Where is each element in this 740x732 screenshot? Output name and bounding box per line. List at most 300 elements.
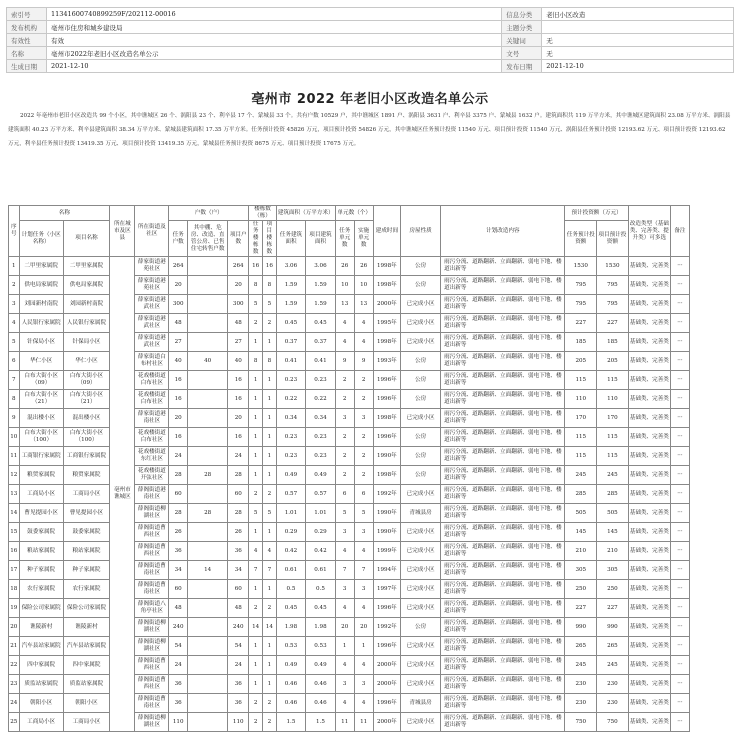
table-cell: 14 [188, 561, 228, 580]
table-cell: 300 [169, 295, 188, 314]
table-cell: 227 [565, 314, 597, 333]
table-cell: 1996年 [373, 390, 400, 409]
table-cell: 0.57 [276, 485, 306, 504]
table-cell: 110 [228, 713, 249, 732]
table-cell: 2 [335, 371, 354, 390]
table-cell: 已完成小区 [401, 580, 441, 599]
table-cell [188, 447, 228, 466]
table-cell: 795 [597, 276, 629, 295]
table-cell: 26 [169, 523, 188, 542]
table-cell: 20 [354, 618, 373, 637]
meta-row [7, 60, 734, 73]
table-cell: 227 [597, 314, 629, 333]
table-cell: 1993年 [373, 352, 400, 371]
table-cell: 0.23 [306, 447, 336, 466]
table-cell: 白布大街小区（09） [19, 371, 63, 390]
table-cell: 薛阁街道港南社区 [135, 485, 169, 504]
table-cell: 2 [335, 447, 354, 466]
table-cell: ··· [670, 276, 689, 295]
table-cell: 60 [228, 485, 249, 504]
table-cell: 145 [597, 523, 629, 542]
table-cell: 供电局家属院 [63, 276, 109, 295]
table-cell: 227 [565, 599, 597, 618]
table-cell: 4 [335, 314, 354, 333]
meta-value: 2021-12-10 [46, 60, 501, 73]
table-cell: 4 [354, 542, 373, 561]
table-cell: ··· [670, 637, 689, 656]
table-cell: ··· [670, 257, 689, 276]
table-cell: 0.23 [276, 371, 306, 390]
table-cell: 4 [249, 542, 263, 561]
table-cell: 0.46 [306, 675, 336, 694]
table-cell: 5 [262, 295, 276, 314]
table-cell: 1 [262, 333, 276, 352]
table-cell: 雨污分流、道路翻新、立面翻新、弱电下地、楼道出新等 [441, 390, 565, 409]
col-inv-project: 项目预计投资额 [597, 221, 629, 257]
table-cell: 11 [354, 713, 373, 732]
col-hh-extra: 其中棚、危房、改造、直管公房、已售住宅转售户数 [188, 221, 228, 257]
table-cell: 1.5 [276, 713, 306, 732]
table-cell: 1 [262, 656, 276, 675]
table-cell: 13 [335, 295, 354, 314]
table-cell: ··· [670, 371, 689, 390]
table-cell: 2 [262, 485, 276, 504]
table-cell: 145 [565, 523, 597, 542]
table-cell: 264 [169, 257, 188, 276]
col-households-group: 户数（户） [169, 206, 249, 221]
table-cell: 基础类、完善类 [628, 485, 670, 504]
table-cell: 28 [228, 466, 249, 485]
meta-value: 亳州市住房和城乡建设局 [46, 21, 501, 34]
table-cell: 4 [335, 599, 354, 618]
table-cell: ··· [670, 447, 689, 466]
table-cell: 2 [335, 466, 354, 485]
table-cell: 2 [249, 314, 263, 333]
table-cell: 1 [249, 656, 263, 675]
table-cell: 4 [335, 333, 354, 352]
table-cell: 1.01 [276, 504, 306, 523]
table-cell: 0.49 [306, 466, 336, 485]
table-cell: 基础类、完善类 [628, 580, 670, 599]
table-cell: 基础类、完善类 [628, 295, 670, 314]
meta-row [7, 8, 734, 21]
table-cell: 公房 [401, 371, 441, 390]
table-cell: 1 [335, 637, 354, 656]
table-cell: 54 [228, 637, 249, 656]
table-cell: 3.06 [306, 257, 336, 276]
table-cell: 3 [354, 675, 373, 694]
table-cell: 990 [565, 618, 597, 637]
col-district: 所在城市及区县 [110, 206, 135, 257]
table-cell: 4 [354, 694, 373, 713]
table-cell: 48 [228, 599, 249, 618]
table-cell: 0.5 [306, 580, 336, 599]
table-cell: 3 [354, 580, 373, 599]
table-cell: 公房 [401, 618, 441, 637]
table-cell: 雨污分流、道路翻新、立面翻新、弱电下地、楼道出新等 [441, 428, 565, 447]
table-cell: 基础类、完善类 [628, 314, 670, 333]
table-cell: 227 [597, 599, 629, 618]
table-cell: 0.41 [306, 352, 336, 371]
table-row [9, 257, 690, 276]
intro-paragraph: 2022 年亳州市老旧小区改造共 99 个小区，其中谯城区 26 个、涡阳县 23 个、利辛县 17 个、蒙城县 33 个。共有户数 10529 户，其中谯城区 1891 户、涡阳县 3631 户、利辛县 3375 户、蒙城县 1632 户。建筑面积共 119 万平方米，其中谯城区建筑面积 23.08 万平方米、涡阳县建筑面积 40.23 万平方米、利辛县建筑面积 38.34 万平方米、蒙城县建筑面积 17.35 万平方米。任务预计投资 45826 万元，项目预计投资 54826 万元，其中谯城区任务预计投资 11540 万元、项目预计投资 11540 万元、涡阳县任务预计投资 12193.62 万元、项目预计投资 12193.62 万元，利辛县任务预计投资 13419.35 万元、项目预计投资 13419.35 万元，蒙城县任务预计投资 8675 万元、项目预计投资 17675 万元。 [8, 113, 731, 147]
table-cell: 5 [249, 504, 263, 523]
table-cell: 1 [262, 447, 276, 466]
table-cell: 2000年 [373, 675, 400, 694]
meta-key: 信息分类 [502, 8, 542, 21]
table-cell: 750 [565, 713, 597, 732]
table-cell: 34 [169, 561, 188, 580]
table-cell: 40 [169, 352, 188, 371]
table-cell: 14 [249, 618, 263, 637]
table-cell: 雨污分流、道路翻新、立面翻新、弱电下地、楼道出新等 [441, 257, 565, 276]
table-cell: 1.59 [306, 295, 336, 314]
table-cell: 2 [249, 485, 263, 504]
table-cell: 2 [354, 390, 373, 409]
table-cell: 60 [169, 485, 188, 504]
table-cell: 8 [9, 390, 20, 409]
table-cell: 工商局小区 [63, 485, 109, 504]
table-cell: 白布大街小区（21） [63, 390, 109, 409]
table-cell: 36 [228, 675, 249, 694]
table-cell: 22 [9, 656, 20, 675]
table-cell: 505 [597, 504, 629, 523]
col-content: 计划改造内容 [441, 206, 565, 257]
table-cell: 245 [597, 656, 629, 675]
table-cell: 1 [249, 523, 263, 542]
table-cell [188, 295, 228, 314]
table-cell: 雨污分流、道路翻新、立面翻新、弱电下地、楼道出新等 [441, 352, 565, 371]
table-cell: 1992年 [373, 485, 400, 504]
table-cell: 1 [249, 447, 263, 466]
table-cell: ··· [670, 295, 689, 314]
table-cell [188, 675, 228, 694]
table-cell: ··· [670, 333, 689, 352]
table-cell: 花戏楼街道白布社区 [135, 428, 169, 447]
table-cell: 粮贸家属院 [19, 466, 63, 485]
table-cell: 1530 [597, 257, 629, 276]
table-cell: 雨污分流、道路翻新、立面翻新、弱电下地、楼道出新等 [441, 523, 565, 542]
table-cell [188, 542, 228, 561]
table-cell: 花戏楼街道开弦社区 [135, 466, 169, 485]
table-cell: 0.42 [306, 542, 336, 561]
table-cell: 36 [228, 542, 249, 561]
table-cell: 205 [565, 352, 597, 371]
table-cell: 薛家街道港武社区 [135, 314, 169, 333]
table-cell: 雨污分流、道路翻新、立面翻新、弱电下地、楼道出新等 [441, 409, 565, 428]
table-cell: 0.37 [306, 333, 336, 352]
table-cell: 已完成小区 [401, 333, 441, 352]
table-cell: 1 [262, 675, 276, 694]
table-cell: 已完成小区 [401, 561, 441, 580]
table-cell: 10 [335, 276, 354, 295]
table-cell: 白布大街小区（100） [63, 428, 109, 447]
table-cell: 7 [262, 561, 276, 580]
table-cell: 公房 [401, 276, 441, 295]
col-note: 备注 [670, 206, 689, 257]
table-cell: 230 [565, 675, 597, 694]
table-cell: 115 [597, 371, 629, 390]
table-cell: ··· [670, 409, 689, 428]
meta-key: 有效性 [7, 34, 47, 47]
table-cell: 16 [169, 428, 188, 447]
table-cell: 1 [249, 390, 263, 409]
col-name-group: 名称 [19, 206, 110, 221]
table-cell: 1 [249, 409, 263, 428]
table-cell: 工商局小区 [63, 713, 109, 732]
table-cell: 汽车县站家属院 [63, 637, 109, 656]
table-cell: 1 [262, 428, 276, 447]
table-cell [188, 618, 228, 637]
table-cell: 已完成小区 [401, 409, 441, 428]
table-cell: 3 [335, 580, 354, 599]
table-cell: 薛阁街道柳湖社区 [135, 618, 169, 637]
table-cell: 6 [335, 485, 354, 504]
table-cell: 公房 [401, 447, 441, 466]
table-cell: 0.23 [306, 428, 336, 447]
table-cell: 0.34 [276, 409, 306, 428]
table-cell: 花戏楼街道白布社区 [135, 371, 169, 390]
table-cell: 0.45 [306, 314, 336, 333]
table-cell: 28 [169, 466, 188, 485]
table-cell: 115 [597, 428, 629, 447]
meta-value [542, 21, 734, 34]
col-units-task: 任务单元数 [335, 221, 354, 257]
table-cell: ··· [670, 428, 689, 447]
table-cell: 16 [228, 390, 249, 409]
table-cell: 7 [249, 561, 263, 580]
table-cell: 20 [228, 409, 249, 428]
col-task-name: 计划任务（小区名称） [19, 221, 63, 257]
table-cell: 1 [249, 333, 263, 352]
table-cell: 24 [169, 656, 188, 675]
table-cell: 基础类、完善类 [628, 466, 670, 485]
table-cell: 华仁小区 [63, 352, 109, 371]
table-cell: 薛阁街道八角亭社区 [135, 599, 169, 618]
table-cell: 7 [335, 561, 354, 580]
table-cell: 170 [565, 409, 597, 428]
table-cell: 已完成小区 [401, 713, 441, 732]
table-cell: 1 [262, 637, 276, 656]
document-meta-table [6, 7, 734, 73]
project-list-table [8, 205, 690, 732]
table-cell: 2 [249, 599, 263, 618]
table-cell: 20 [169, 409, 188, 428]
table-cell: 已完成小区 [401, 542, 441, 561]
table-cell: 1.59 [306, 276, 336, 295]
table-cell: 110 [169, 713, 188, 732]
table-cell: 薛阁街道柳湖社区 [135, 637, 169, 656]
table-cell: 3 [335, 523, 354, 542]
meta-key: 索引号 [7, 8, 47, 21]
table-cell: 26 [228, 523, 249, 542]
table-cell: 雨污分流、道路翻新、立面翻新、弱电下地、楼道出新等 [441, 314, 565, 333]
table-cell: 250 [565, 580, 597, 599]
table-cell: 1998年 [373, 276, 400, 295]
table-cell: 基础类、完善类 [628, 371, 670, 390]
table-cell: 4 [354, 314, 373, 333]
col-invest-group: 预计投资额（万元） [565, 206, 628, 221]
table-cell: 1998年 [373, 409, 400, 428]
table-cell: 华仁小区 [19, 352, 63, 371]
table-cell: 1.98 [306, 618, 336, 637]
table-cell: 公房 [401, 428, 441, 447]
meta-key: 主题分类 [502, 21, 542, 34]
table-cell: 4 [9, 314, 20, 333]
table-cell: ··· [670, 561, 689, 580]
table-cell: 薛家街道港武社区 [135, 295, 169, 314]
table-cell: 基础类、完善类 [628, 523, 670, 542]
table-cell: 种子家属院 [19, 561, 63, 580]
table-cell: 已完成小区 [401, 314, 441, 333]
table-cell: 23 [9, 675, 20, 694]
table-cell: 1.59 [276, 276, 306, 295]
col-area-project: 项目建筑面积 [306, 221, 336, 257]
table-cell: 9 [335, 352, 354, 371]
table-cell: 基础类、完善类 [628, 675, 670, 694]
table-cell: 雨污分流、道路翻新、立面翻新、弱电下地、楼道出新等 [441, 618, 565, 637]
table-cell: 0.49 [306, 656, 336, 675]
table-cell: 花戏楼街道东红社区 [135, 447, 169, 466]
table-cell: 白布大街小区（09） [63, 371, 109, 390]
table-cell: 混出楼小区 [63, 409, 109, 428]
table-cell: 雨污分流、道路翻新、立面翻新、弱电下地、楼道出新等 [441, 599, 565, 618]
table-cell: 粮贸家属院 [63, 466, 109, 485]
table-cell: 基础类、完善类 [628, 713, 670, 732]
table-cell: 5 [249, 295, 263, 314]
table-cell: 1990年 [373, 447, 400, 466]
table-cell: 17 [9, 561, 20, 580]
col-area-task: 任务建筑面积 [276, 221, 306, 257]
meta-key: 发布机构 [7, 21, 47, 34]
table-cell: 16 [9, 542, 20, 561]
table-cell: 36 [169, 675, 188, 694]
table-cell: 0.57 [306, 485, 336, 504]
table-cell: 230 [565, 694, 597, 713]
table-cell: 9 [9, 409, 20, 428]
table-cell: 0.29 [276, 523, 306, 542]
table-cell: 1 [249, 675, 263, 694]
table-cell: 雨污分流、道路翻新、立面翻新、弱电下地、楼道出新等 [441, 561, 565, 580]
table-cell: 雨污分流、道路翻新、立面翻新、弱电下地、楼道出新等 [441, 485, 565, 504]
table-cell: 供电局家属院 [19, 276, 63, 295]
table-cell: ··· [670, 694, 689, 713]
table-cell: 2000年 [373, 713, 400, 732]
table-cell: 16 [228, 371, 249, 390]
table-cell: 0.46 [276, 675, 306, 694]
table-cell: 11 [9, 447, 20, 466]
table-cell: 花戏楼街道白布社区 [135, 390, 169, 409]
table-cell: 1 [249, 637, 263, 656]
table-cell: 1 [262, 390, 276, 409]
table-cell: 2 [9, 276, 20, 295]
table-cell: 基础类、完善类 [628, 333, 670, 352]
table-cell: 0.29 [306, 523, 336, 542]
table-cell: 505 [565, 504, 597, 523]
table-cell: 二甲里家属院 [63, 257, 109, 276]
table-cell: 21 [9, 637, 20, 656]
table-cell: 基础类、完善类 [628, 656, 670, 675]
table-cell: 795 [597, 295, 629, 314]
table-cell: 基础类、完善类 [628, 694, 670, 713]
table-cell: 薛家街道港苑社区 [135, 257, 169, 276]
table-cell: 1.01 [306, 504, 336, 523]
meta-value: 11341600740899259F/202112-00016 [46, 8, 501, 21]
table-cell: 36 [169, 542, 188, 561]
table-cell: 24 [9, 694, 20, 713]
table-cell: 1995年 [373, 314, 400, 333]
meta-value: 无 [542, 47, 734, 60]
table-cell: 6 [9, 352, 20, 371]
table-cell: 210 [597, 542, 629, 561]
table-cell: 基础类、完善类 [628, 428, 670, 447]
col-street: 所在街道及社区 [135, 206, 169, 257]
col-bld-task: 任务楼栋数 [249, 221, 263, 257]
table-cell: 4 [335, 542, 354, 561]
table-cell: 人民银行家属院 [63, 314, 109, 333]
table-cell: 雨污分流、道路翻新、立面翻新、弱电下地、楼道出新等 [441, 580, 565, 599]
table-cell: 薛阁街道曹西社区 [135, 542, 169, 561]
table-cell: 8 [262, 352, 276, 371]
col-project-name: 项目名称 [63, 221, 109, 257]
table-cell: 26 [354, 257, 373, 276]
district-cell: 亳州市谯城区 [110, 257, 135, 732]
table-cell: 1994年 [373, 561, 400, 580]
table-cell: 4 [354, 333, 373, 352]
table-cell: 0.23 [276, 447, 306, 466]
table-cell: 农行家属院 [19, 580, 63, 599]
table-cell: 3 [354, 523, 373, 542]
table-cell: ··· [670, 504, 689, 523]
table-cell: 3 [335, 409, 354, 428]
table-cell: 基础类、完善类 [628, 390, 670, 409]
table-cell: 16 [169, 371, 188, 390]
table-cell: 2000年 [373, 295, 400, 314]
table-cell: 已完成小区 [401, 523, 441, 542]
table-cell: 公房 [401, 352, 441, 371]
table-cell: 115 [597, 447, 629, 466]
table-cell: ··· [670, 675, 689, 694]
table-cell: 36 [228, 694, 249, 713]
table-cell: 24 [228, 656, 249, 675]
table-cell: 1996年 [373, 371, 400, 390]
meta-value: 2021-12-10 [542, 60, 734, 73]
table-cell: 245 [565, 466, 597, 485]
table-cell: 6 [354, 485, 373, 504]
table-cell: 300 [228, 295, 249, 314]
table-cell: 60 [228, 580, 249, 599]
table-cell: 鼓委家属院 [63, 523, 109, 542]
table-cell: 薛家街道港武社区 [135, 333, 169, 352]
table-cell: 795 [565, 295, 597, 314]
table-cell: 110 [565, 390, 597, 409]
table-cell: 185 [565, 333, 597, 352]
table-cell: 19 [9, 599, 20, 618]
col-units-project: 实施单元数 [354, 221, 373, 257]
table-cell: 汽车县站家属院 [19, 637, 63, 656]
table-cell: 0.41 [276, 352, 306, 371]
col-bld-project: 项目楼栋数 [262, 221, 276, 257]
table-cell: 刘园新村南院 [19, 295, 63, 314]
table-cell: 基础类、完善类 [628, 599, 670, 618]
table-cell: 1 [262, 466, 276, 485]
table-cell: 薛阁街道曹南社区 [135, 580, 169, 599]
table-cell: 1999年 [373, 542, 400, 561]
meta-value: 老旧小区改造 [542, 8, 734, 21]
table-cell [188, 523, 228, 542]
table-cell: 四中家属院 [63, 656, 109, 675]
table-cell: 谯陵新村 [63, 618, 109, 637]
